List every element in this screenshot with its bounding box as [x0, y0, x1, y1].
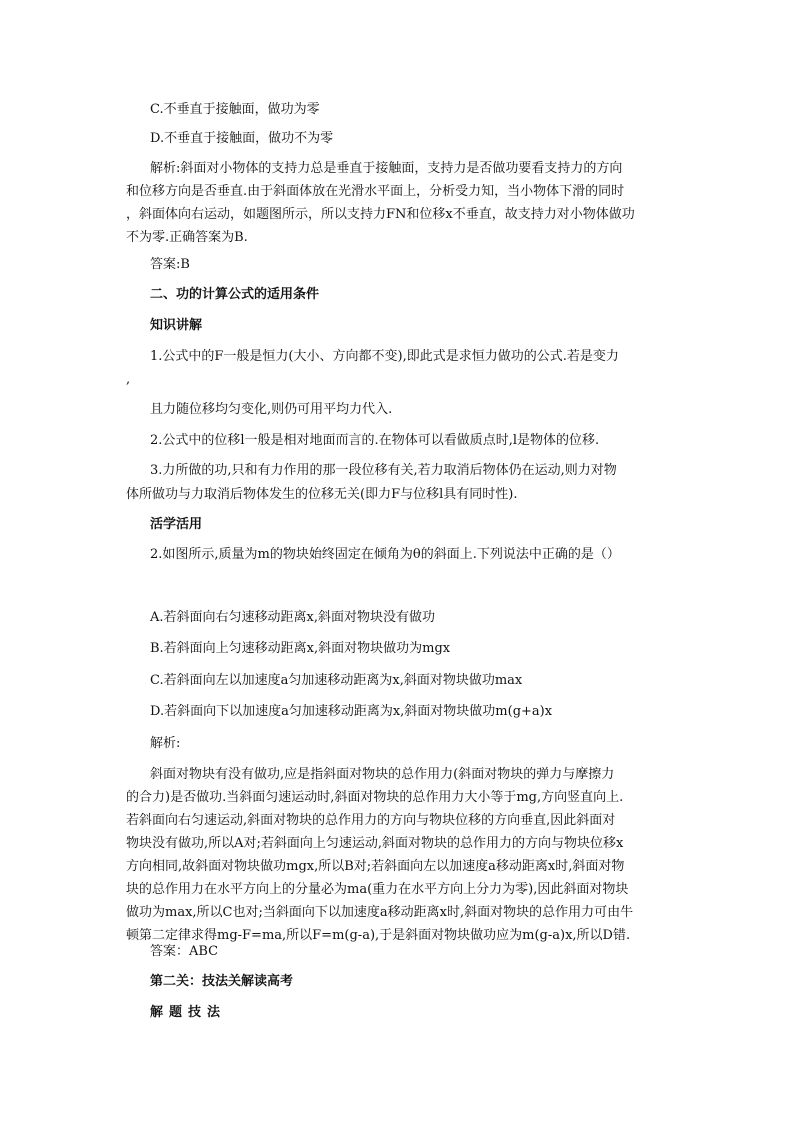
q2-analysis-line: 顿第二定律求得mg-F=ma,所以F=m(g-a),于是斜面对物块做功应为m(g-a)x,所以D错.	[126, 928, 631, 943]
q2-analysis-line: 做功为max,所以C也对;当斜面向下以加速度a移动距离x时,斜面对物块的总作用力可由牛	[126, 905, 634, 920]
q2-answer: 答案：ABC	[150, 944, 219, 959]
knowledge-point-1: 1.公式中的F一般是恒力(大小、方向都不变),即此式是求恒力做功的公式.若是变力	[150, 349, 619, 364]
q1-option-d: D.不垂直于接触面，做功不为零	[150, 131, 334, 146]
q2-option-c: C.若斜面向左以加速度a匀加速移动距离为x,斜面对物块做功max	[150, 673, 523, 688]
q2-option-a: A.若斜面向右匀速移动距离x,斜面对物块没有做功	[150, 610, 435, 625]
part-title: 第二关：技法关解读高考	[150, 974, 294, 989]
knowledge-point-1-cont: ,	[126, 372, 131, 387]
q2-analysis-line: 斜面对物块有没有做功,应是指斜面对物块的总作用力(斜面对物块的弹力与摩擦力	[150, 767, 615, 782]
q1-analysis-line: 和位移方向是否垂直.由于斜面体放在光滑水平面上，分析受力知，当小物体下滑的同时	[126, 184, 625, 199]
q2-analysis-line: 方向相同,故斜面对物块做功mgx,所以B对;若斜面向左以加速度a移动距离x时,斜面对物	[126, 859, 625, 874]
practice-heading: 活学活用	[150, 517, 203, 532]
q2-analysis-line: 若斜面向右匀速运动,斜面对物块的总作用力的方向与物块位移的方向垂直,因此斜面对	[126, 813, 616, 828]
knowledge-point-3-cont: 体所做功与力取消后物体发生的位移无关(即力F与位移l具有同时性).	[126, 487, 518, 502]
knowledge-point-2: 2.公式中的位移l一般是相对地面而言的.在物体可以看做质点时,l是物体的位移.	[150, 433, 600, 448]
q2-option-b: B.若斜面向上匀速移动距离x,斜面对物块做功为mgx	[150, 641, 451, 656]
q2-analysis-line: 物块没有做功,所以A对;若斜面向上匀速运动,斜面对物块的总作用力的方向与物块位移x	[126, 836, 624, 851]
q2-stem: 2.如图所示,质量为m的物块始终固定在倾角为θ的斜面上.下列说法中正确的是（）	[150, 547, 620, 562]
q1-analysis-line: ，斜面体向右运动，如题图所示，所以支持力FN和位移x不垂直，故支持力对小物体做功	[126, 207, 635, 222]
knowledge-point-1-cont: 且力随位移均匀变化,则仍可用平均力代入.	[150, 402, 393, 417]
q2-analysis-line: 块的总作用力在水平方向上的分量必为ma(重力在水平方向上分力为零),因此斜面对物块	[126, 882, 629, 897]
q2-analysis-line: 的合力)是否做功.当斜面匀速运动时,斜面对物块的总作用力大小等于mg,方向竖直向上.	[126, 790, 624, 805]
knowledge-heading: 知识讲解	[150, 318, 203, 333]
section-title: 二、功的计算公式的适用条件	[150, 287, 320, 302]
techniques-heading: 解题技法	[150, 1005, 227, 1020]
q2-option-d: D.若斜面向下以加速度a匀加速移动距离为x,斜面对物块做功m(g+a)x	[150, 704, 553, 719]
q2-analysis-label: 解析:	[150, 736, 181, 751]
q1-option-c: C.不垂直于接触面，做功为零	[150, 102, 320, 117]
q1-analysis-line: 解析:斜面对小物体的支持力总是垂直于接触面，支持力是否做功要看支持力的方向	[150, 161, 623, 176]
q1-analysis-line: 不为零.正确答案为B.	[126, 230, 248, 245]
knowledge-point-3: 3.力所做的功,只和有力作用的那一段位移有关,若力取消后物体仍在运动,则力对物	[150, 463, 617, 478]
q1-answer: 答案:B	[150, 257, 190, 272]
